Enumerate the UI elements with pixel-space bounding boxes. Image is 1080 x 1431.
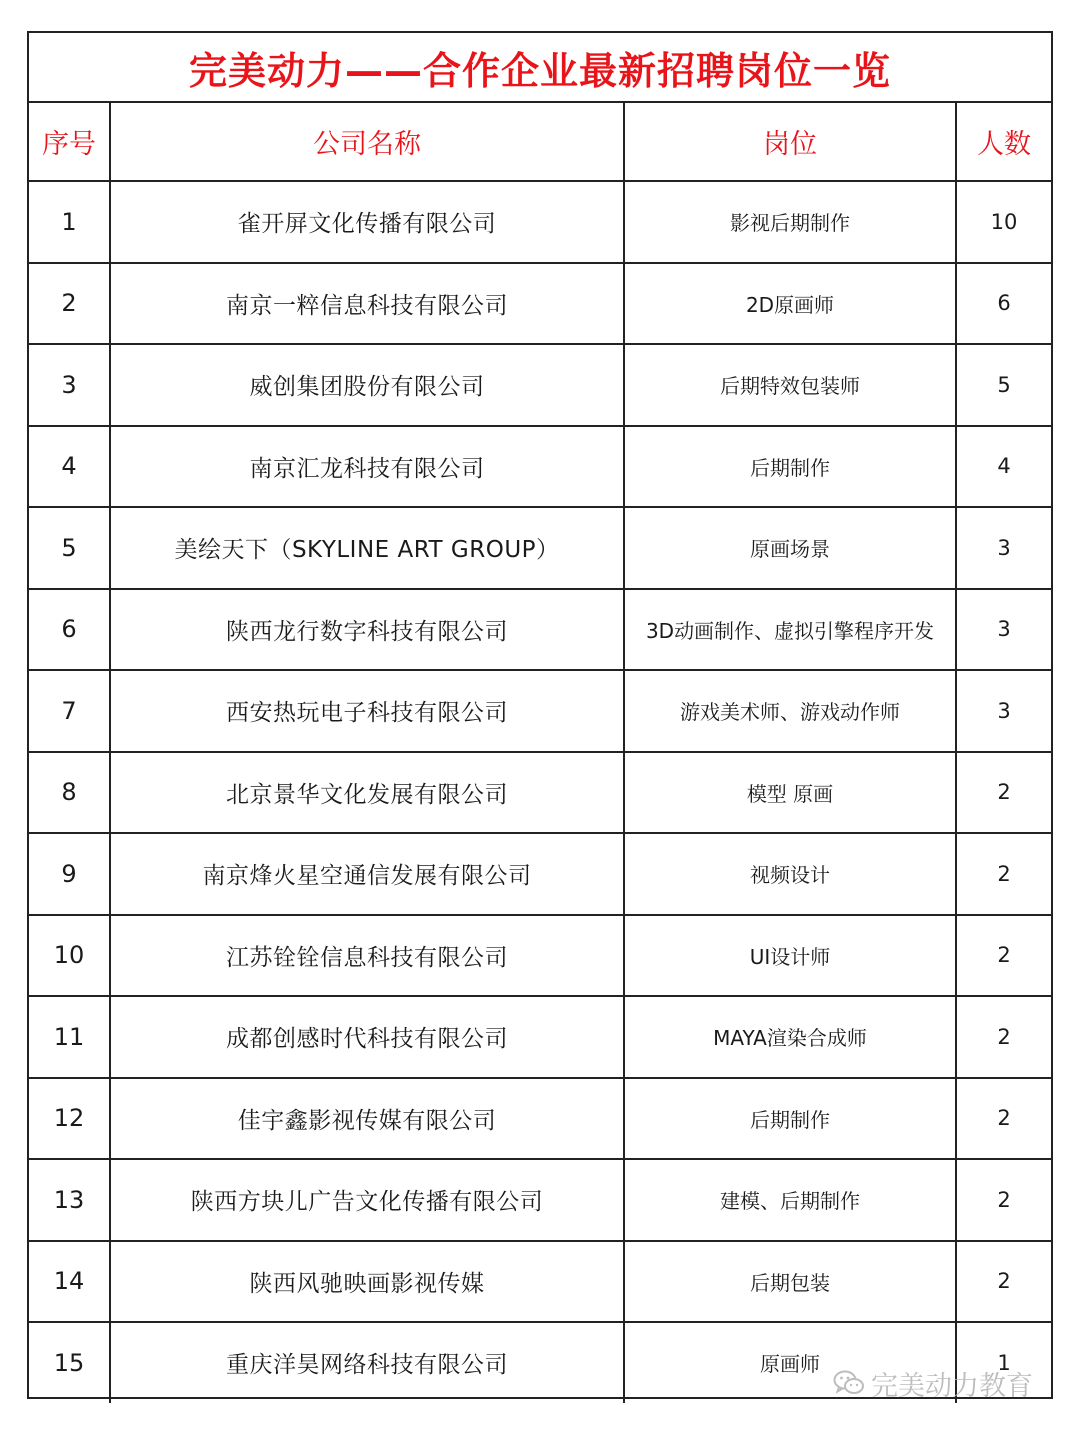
cell-count: 2 (956, 1241, 1051, 1323)
cell-company: 北京景华文化发展有限公司 (110, 752, 624, 834)
cell-company: 威创集团股份有限公司 (110, 344, 624, 426)
cell-position: 后期特效包装师 (624, 344, 956, 426)
table-row (29, 263, 1051, 345)
cell-position: 后期制作 (624, 426, 956, 508)
cell-count: 3 (956, 507, 1051, 589)
table-row (29, 589, 1051, 671)
recruitment-table (29, 103, 1051, 1403)
cell-position: 2D原画师 (624, 263, 956, 345)
cell-company: 重庆洋昊网络科技有限公司 (110, 1322, 624, 1403)
cell-num: 13 (29, 1159, 110, 1241)
cell-company: 陕西风驰映画影视传媒 (110, 1241, 624, 1323)
cell-position: UI设计师 (624, 915, 956, 997)
cell-count: 5 (956, 344, 1051, 426)
cell-company: 成都创感时代科技有限公司 (110, 996, 624, 1078)
cell-num: 1 (29, 181, 110, 263)
cell-count: 2 (956, 833, 1051, 915)
cell-company: 南京汇龙科技有限公司 (110, 426, 624, 508)
cell-position: 模型 原画 (624, 752, 956, 834)
table-row (29, 996, 1051, 1078)
cell-company: 南京烽火星空通信发展有限公司 (110, 833, 624, 915)
cell-count: 2 (956, 996, 1051, 1078)
cell-company: 美绘天下（SKYLINE ART GROUP） (110, 507, 624, 589)
header-company: 公司名称 (110, 103, 624, 181)
cell-count: 4 (956, 426, 1051, 508)
cell-position: 原画师 (624, 1322, 956, 1403)
cell-company: 南京一粹信息科技有限公司 (110, 263, 624, 345)
cell-position: 游戏美术师、游戏动作师 (624, 670, 956, 752)
cell-count: 2 (956, 1159, 1051, 1241)
cell-company: 西安热玩电子科技有限公司 (110, 670, 624, 752)
table-header-row (29, 103, 1051, 181)
cell-position: 影视后期制作 (624, 181, 956, 263)
table-row (29, 1241, 1051, 1323)
cell-num: 14 (29, 1241, 110, 1323)
cell-position: 后期包装 (624, 1241, 956, 1323)
table-row (29, 344, 1051, 426)
cell-count: 10 (956, 181, 1051, 263)
table-row (29, 833, 1051, 915)
cell-position: 3D动画制作、虚拟引擎程序开发 (624, 589, 956, 671)
cell-count: 6 (956, 263, 1051, 345)
cell-count: 2 (956, 915, 1051, 997)
watermark (833, 1366, 1033, 1400)
cell-position: 视频设计 (624, 833, 956, 915)
cell-num: 8 (29, 752, 110, 834)
cell-num: 10 (29, 915, 110, 997)
cell-company: 陕西方块儿广告文化传播有限公司 (110, 1159, 624, 1241)
table-row (29, 915, 1051, 997)
table-row (29, 426, 1051, 508)
cell-company: 佳宇鑫影视传媒有限公司 (110, 1078, 624, 1160)
table-row (29, 752, 1051, 834)
table-row (29, 181, 1051, 263)
cell-num: 11 (29, 996, 110, 1078)
page-title: 完美动力——合作企业最新招聘岗位一览 (29, 33, 1051, 103)
cell-num: 3 (29, 344, 110, 426)
cell-num: 12 (29, 1078, 110, 1160)
cell-num: 5 (29, 507, 110, 589)
cell-num: 9 (29, 833, 110, 915)
cell-company: 雀开屏文化传播有限公司 (110, 181, 624, 263)
cell-num: 6 (29, 589, 110, 671)
cell-company: 江苏铨铨信息科技有限公司 (110, 915, 624, 997)
watermark-text: 完美动力教育 (871, 1370, 1033, 1402)
cell-num: 15 (29, 1322, 110, 1403)
cell-num: 2 (29, 263, 110, 345)
cell-count: 3 (956, 670, 1051, 752)
cell-count: 1 (956, 1322, 1051, 1403)
cell-num: 4 (29, 426, 110, 508)
wechat-icon (833, 1369, 865, 1397)
header-num: 序号 (29, 103, 110, 181)
cell-count: 2 (956, 1078, 1051, 1160)
table-row (29, 507, 1051, 589)
cell-count: 3 (956, 589, 1051, 671)
table-row (29, 1159, 1051, 1241)
cell-company: 陕西龙行数字科技有限公司 (110, 589, 624, 671)
cell-num: 7 (29, 670, 110, 752)
cell-position: 原画场景 (624, 507, 956, 589)
header-position: 岗位 (624, 103, 956, 181)
cell-position: 建模、后期制作 (624, 1159, 956, 1241)
table-row (29, 670, 1051, 752)
cell-position: MAYA渲染合成师 (624, 996, 956, 1078)
cell-count: 2 (956, 752, 1051, 834)
table-row (29, 1078, 1051, 1160)
header-count: 人数 (956, 103, 1051, 181)
recruitment-sheet (27, 31, 1053, 1399)
cell-position: 后期制作 (624, 1078, 956, 1160)
